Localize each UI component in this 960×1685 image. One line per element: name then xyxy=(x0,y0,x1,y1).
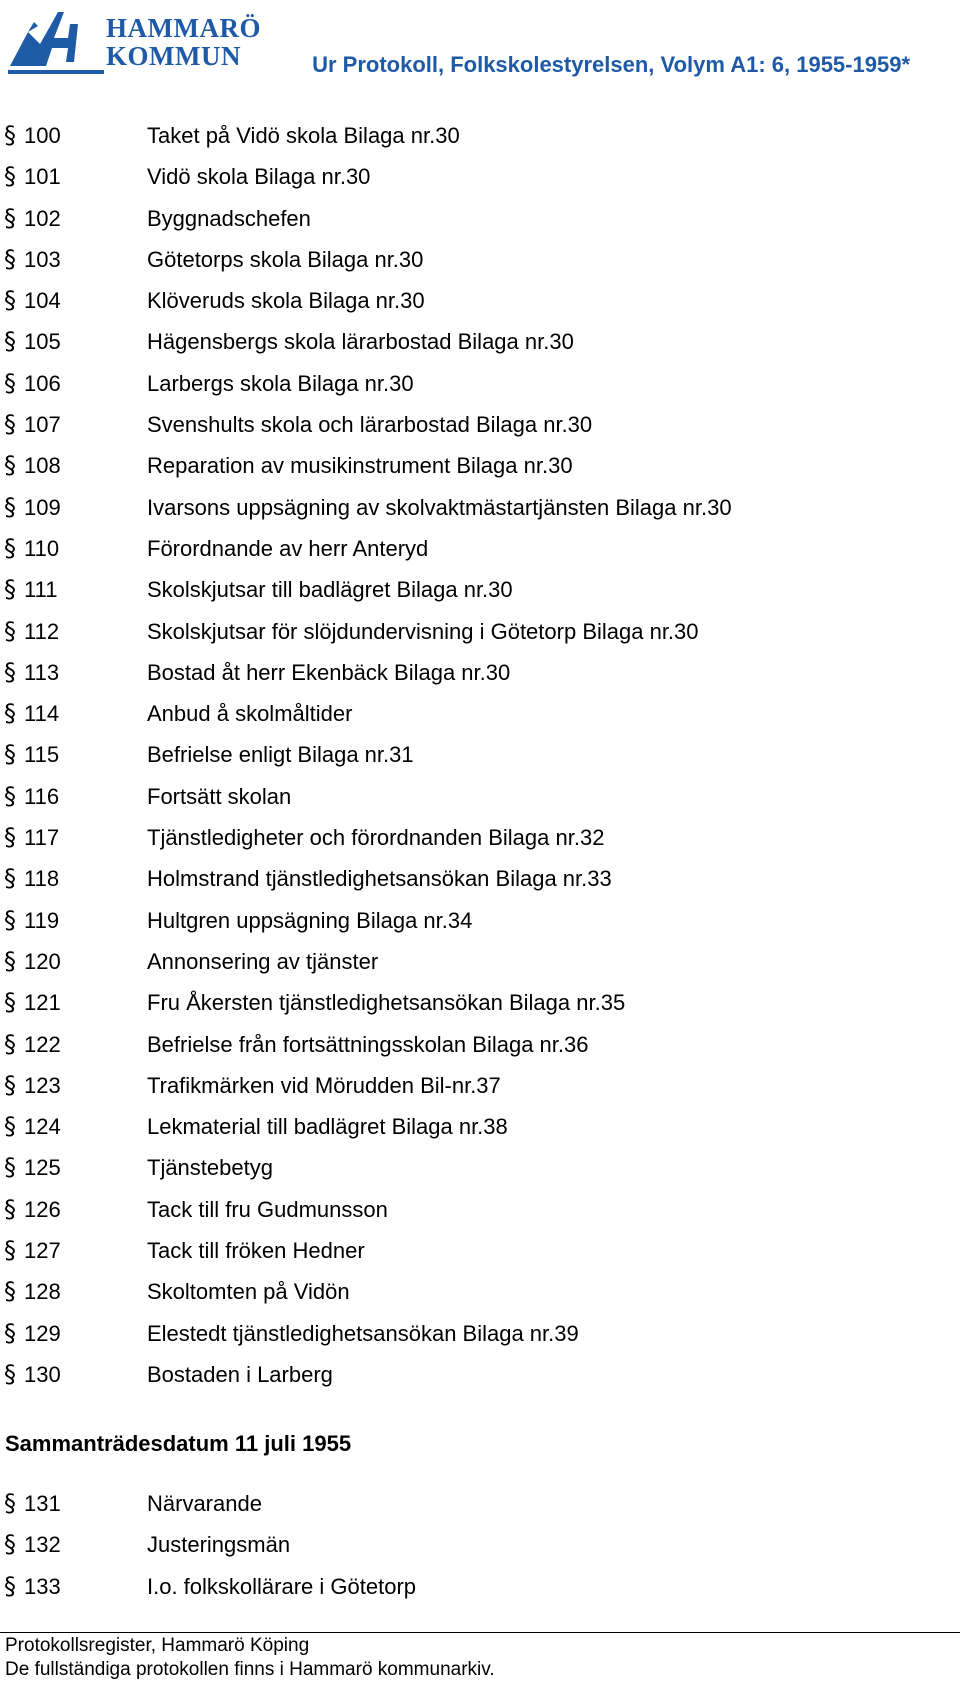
entry-text: Annonsering av tjänster xyxy=(147,948,379,974)
entry-text: Skolskjutsar till badlägret Bilaga nr.30 xyxy=(147,577,513,603)
list-item xyxy=(0,776,960,817)
entry-number: 125 xyxy=(24,1155,61,1181)
entry-text: Hägensbergs skola lärarbostad Bilaga nr.30 xyxy=(147,329,574,355)
section-symbol: § xyxy=(4,988,16,1017)
list-item xyxy=(0,858,960,899)
list-item xyxy=(0,1483,960,1524)
list-item xyxy=(0,1189,960,1230)
entry-text: Tjänstledigheter och förordnanden Bilaga nr.32 xyxy=(147,825,605,851)
section-symbol: § xyxy=(4,1029,16,1058)
section-symbol: § xyxy=(4,823,16,852)
section-symbol: § xyxy=(4,946,16,975)
list-item xyxy=(0,734,960,775)
entry-text: Förordnande av herr Anteryd xyxy=(147,535,429,561)
entry-number: 128 xyxy=(24,1279,61,1305)
entry-text: Befrielse enligt Bilaga nr.31 xyxy=(147,742,414,768)
section-symbol: § xyxy=(4,575,16,604)
entry-text: Skolskjutsar för slöjdundervisning i Götetorp Bilaga nr.30 xyxy=(147,618,699,644)
list-item xyxy=(0,1566,960,1607)
entry-text: Fortsätt skolan xyxy=(147,783,292,809)
entry-text: Götetorps skola Bilaga nr.30 xyxy=(147,246,424,272)
entry-number: 120 xyxy=(24,948,61,974)
entry-text: Klöveruds skola Bilaga nr.30 xyxy=(147,288,425,314)
list-item xyxy=(0,1065,960,1106)
entry-number: 117 xyxy=(24,825,60,851)
entry-text: Reparation av musikinstrument Bilaga nr.30 xyxy=(147,453,573,479)
list-item xyxy=(0,280,960,321)
section-symbol: § xyxy=(4,1318,16,1347)
entry-number: 115 xyxy=(24,742,60,768)
section-symbol: § xyxy=(4,1359,16,1388)
document-title: Ur Protokoll, Folkskolestyrelsen, Volym A1: 6, 1955-1959* xyxy=(312,52,910,77)
list-item xyxy=(0,239,960,280)
list-item xyxy=(0,1354,960,1395)
protocol-entry-list-2 xyxy=(0,1483,960,1607)
entry-text: Larbergs skola Bilaga nr.30 xyxy=(147,370,414,396)
list-item xyxy=(0,528,960,569)
section-symbol: § xyxy=(4,864,16,893)
section-symbol: § xyxy=(4,1277,16,1306)
list-item xyxy=(0,115,960,156)
entry-text: Vidö skola Bilaga nr.30 xyxy=(147,164,371,190)
entry-number: 103 xyxy=(24,246,61,272)
list-item xyxy=(0,321,960,362)
entry-number: 124 xyxy=(24,1114,61,1140)
entry-text: Holmstrand tjänstledighetsansökan Bilaga nr.33 xyxy=(147,866,612,892)
entry-number: 101 xyxy=(24,164,61,190)
list-item xyxy=(0,900,960,941)
entry-text: Tack till fru Gudmunsson xyxy=(147,1196,388,1222)
entry-number: 133 xyxy=(24,1573,61,1599)
section-symbol: § xyxy=(4,1070,16,1099)
hammaro-kommun-logo xyxy=(8,4,261,74)
entry-number: 100 xyxy=(24,123,61,148)
entry-text: Fru Åkersten tjänstledighetsansökan Bilaga nr.35 xyxy=(147,990,626,1016)
entry-text: Svenshults skola och lärarbostad Bilaga nr.30 xyxy=(147,412,593,438)
section-symbol: § xyxy=(4,533,16,562)
section-symbol: § xyxy=(4,1153,16,1182)
entry-number: 121 xyxy=(24,990,61,1016)
entry-text: Bostaden i Larberg xyxy=(147,1361,333,1387)
section-symbol: § xyxy=(4,368,16,397)
entry-number: 131 xyxy=(24,1491,61,1516)
logo-line-2: KOMMUN xyxy=(106,41,241,71)
entry-text: Taket på Vidö skola Bilaga nr.30 xyxy=(147,123,460,148)
entry-text: Tack till fröken Hedner xyxy=(147,1238,365,1264)
entry-number: 126 xyxy=(24,1196,61,1222)
entry-text: I.o. folkskollärare i Götetorp xyxy=(147,1573,417,1599)
entry-number: 105 xyxy=(24,329,61,355)
section-symbol: § xyxy=(4,905,16,934)
list-item xyxy=(0,1524,960,1565)
list-item xyxy=(0,1230,960,1271)
entry-number: 129 xyxy=(24,1320,61,1346)
entry-text: Lekmaterial till badlägret Bilaga nr.38 xyxy=(147,1114,508,1140)
list-item xyxy=(0,404,960,445)
section-symbol: § xyxy=(4,162,16,191)
section-symbol: § xyxy=(4,781,16,810)
footer-line-2: De fullständiga protokollen finns i Hammarö kommunarkiv. xyxy=(5,1659,495,1680)
entry-number: 132 xyxy=(24,1532,61,1558)
entry-number: 127 xyxy=(24,1238,61,1264)
entry-number: 107 xyxy=(24,412,61,438)
list-item xyxy=(0,1106,960,1147)
page-footer xyxy=(0,1628,960,1685)
list-item xyxy=(0,1147,960,1188)
entry-text: Justeringsmän xyxy=(147,1532,291,1558)
entry-text: Tjänstebetyg xyxy=(147,1155,273,1181)
protocol-entry-list xyxy=(0,115,960,1395)
entry-number: 118 xyxy=(24,866,60,892)
entry-text: Hultgren uppsägning Bilaga nr.34 xyxy=(147,907,473,933)
section-symbol: § xyxy=(4,121,16,149)
section-symbol: § xyxy=(4,1194,16,1223)
entry-text: Närvarande xyxy=(147,1491,262,1516)
entry-text: Bostad åt herr Ekenbäck Bilaga nr.30 xyxy=(147,659,511,685)
page-header xyxy=(0,0,960,90)
list-item xyxy=(0,198,960,239)
entry-text: Trafikmärken vid Mörudden Bil-nr.37 xyxy=(147,1072,501,1098)
logo-mark-icon xyxy=(8,4,104,74)
list-item xyxy=(0,652,960,693)
section-symbol: § xyxy=(4,244,16,273)
entry-number: 102 xyxy=(24,205,61,231)
section-symbol: § xyxy=(4,410,16,439)
list-item xyxy=(0,445,960,486)
section-symbol: § xyxy=(4,203,16,232)
list-item xyxy=(0,569,960,610)
section-symbol: § xyxy=(4,740,16,769)
entry-number: 111 xyxy=(24,577,58,603)
section-symbol: § xyxy=(4,616,16,645)
entry-number: 109 xyxy=(24,494,61,520)
section-symbol: § xyxy=(4,1530,16,1559)
list-item xyxy=(0,1024,960,1065)
logo-line-1: HAMMARÖ xyxy=(106,13,261,43)
entry-number: 114 xyxy=(24,701,60,727)
entry-number: 104 xyxy=(24,288,61,314)
section-symbol: § xyxy=(4,1236,16,1265)
entry-number: 113 xyxy=(24,659,60,685)
entry-number: 110 xyxy=(24,535,60,561)
entry-text: Anbud å skolmåltider xyxy=(147,701,353,727)
section-symbol: § xyxy=(4,1571,16,1600)
list-item xyxy=(0,611,960,652)
list-item xyxy=(0,156,960,197)
section-symbol: § xyxy=(4,657,16,686)
list-item xyxy=(0,1313,960,1354)
section-symbol: § xyxy=(4,1489,16,1517)
list-item xyxy=(0,817,960,858)
list-item xyxy=(0,487,960,528)
entry-number: 130 xyxy=(24,1361,61,1387)
entry-text: Byggnadschefen xyxy=(147,205,311,231)
list-item xyxy=(0,693,960,734)
entry-text: Befrielse från fortsättningsskolan Bilaga nr.36 xyxy=(147,1031,589,1057)
entry-number: 123 xyxy=(24,1072,61,1098)
section-symbol: § xyxy=(4,699,16,728)
entry-number: 112 xyxy=(24,618,60,644)
list-item xyxy=(0,941,960,982)
section-symbol: § xyxy=(4,492,16,521)
footer-divider xyxy=(0,1632,960,1633)
entry-number: 122 xyxy=(24,1031,61,1057)
entry-number: 106 xyxy=(24,370,61,396)
entry-number: 119 xyxy=(24,907,60,933)
list-item xyxy=(0,363,960,404)
section-heading: Sammanträdesdatum 11 juli 1955 xyxy=(5,1431,352,1456)
section-symbol: § xyxy=(4,451,16,480)
list-item xyxy=(0,1271,960,1312)
entry-number: 116 xyxy=(24,783,60,809)
entry-text: Elestedt tjänstledighetsansökan Bilaga nr.39 xyxy=(147,1320,579,1346)
section-symbol: § xyxy=(4,1112,16,1141)
section-symbol: § xyxy=(4,327,16,356)
entry-text: Skoltomten på Vidön xyxy=(147,1279,350,1305)
list-item xyxy=(0,982,960,1023)
entry-text: Ivarsons uppsägning av skolvaktmästartjänsten Bilaga nr.30 xyxy=(147,494,732,520)
footer-line-1: Protokollsregister, Hammarö Köping xyxy=(5,1635,310,1656)
section-symbol: § xyxy=(4,286,16,315)
entry-number: 108 xyxy=(24,453,61,479)
